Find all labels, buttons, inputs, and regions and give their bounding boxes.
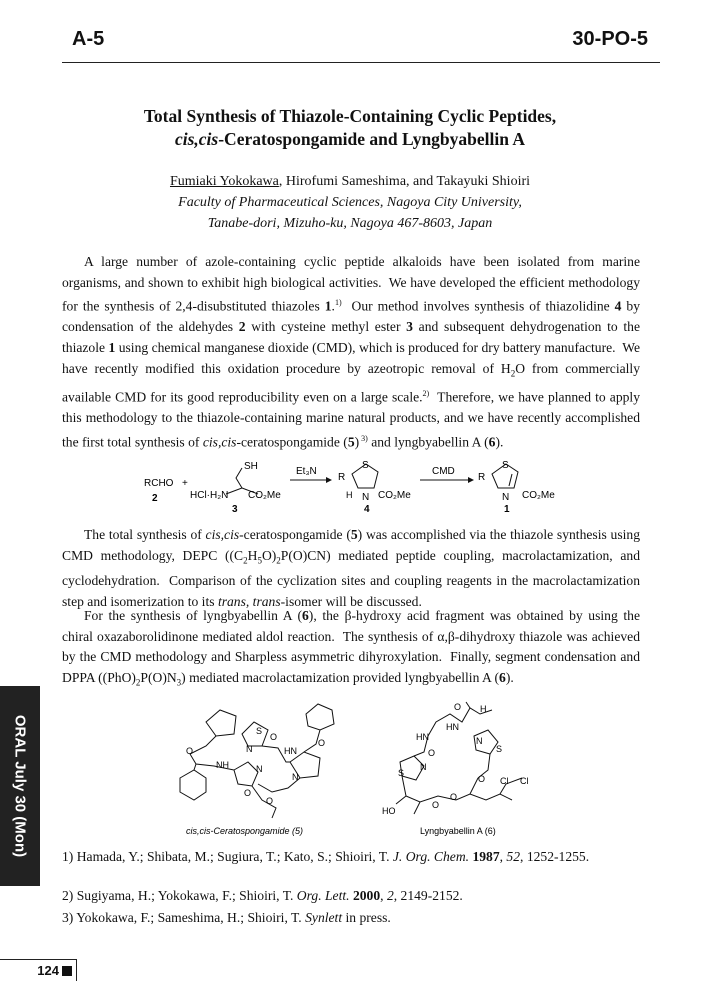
s-label-1: S <box>502 460 509 471</box>
hcl-amine-label: HCl·H₂N <box>190 490 229 501</box>
lyng-hn-label-1: HN <box>416 732 429 742</box>
lyng-h-label: H <box>480 704 487 714</box>
ceratospongamide-structure <box>180 704 334 818</box>
session-sidebar-label: ORAL July 30 (Mon) <box>11 714 29 858</box>
cera-oxygen-1: O <box>186 746 194 756</box>
arrow-1-head <box>326 477 332 483</box>
lyng-hn-label-2: HN <box>446 722 459 732</box>
lyngbyabellin-structure <box>396 702 522 814</box>
header-rule <box>62 62 660 63</box>
ester-label-3: CO₂Me <box>248 490 281 501</box>
black-square-icon <box>62 966 72 976</box>
paper-title-line2 <box>60 129 640 150</box>
paper-title-line1: Total Synthesis of Thiazole-Containing Cyclic Peptides, <box>143 106 557 126</box>
lyng-s-label-2: S <box>398 768 405 778</box>
n-label-4: N <box>362 492 370 503</box>
body-paragraph-3: For the synthesis of lyngbyabellin A (6), the β-hydroxy acid fragment was obtained by using the chiral oxazaborolidinone mediated aldol reaction. The synthesis of α,β-dihydroxy thiazole was achieved by the CMD methodology and Sharpless asymmetric dihyroxylation. Finally, segment condensation and DPPA $((PhO)_2P(O)N_3)$ mediated macrolactamization provided lyngbyabellin A (6). <box>62 608 640 688</box>
compound-2-label: 2 <box>152 493 158 504</box>
cera-n-label: N <box>246 744 253 754</box>
cmd-label: CMD <box>432 466 455 477</box>
cera-oxazoline-o: O <box>244 788 252 798</box>
lyng-n-label-1: N <box>476 736 483 746</box>
cera-caption: cis,cis-Ceratospongamide (5) <box>186 826 304 836</box>
lyng-oxygen-1: O <box>454 702 462 712</box>
r-label-4: R <box>338 472 346 483</box>
lyng-ho-label: HO <box>382 806 396 816</box>
lyng-cl-label-2: Cl <box>520 776 529 786</box>
reference-1: 1) Hamada, Y.; Shibata, M.; Sugiura, T.; Kato, S.; Shioiri, T. J. Org. Chem. 1987, 52, 1252-1255. <box>62 849 590 864</box>
cera-oxygen-2: O <box>270 732 278 742</box>
affiliation-line2: Tanabe-dori, Mizuho-ku, Nagoya 467-8603, Japan <box>207 216 493 231</box>
abstract-code: 30-PO-5 <box>572 28 648 50</box>
cera-n-label-2: N <box>292 772 299 782</box>
affiliation-line1: Faculty of Pharmaceutical Sciences, Nagoya City University, <box>178 195 522 210</box>
lyng-n-label-2: N <box>420 762 427 772</box>
cera-oxygen-3: O <box>318 738 326 748</box>
lyng-cl-label-1: Cl <box>500 776 509 786</box>
page-number: 124 <box>37 963 59 978</box>
body-paragraph-1: A large number of azole-containing cyclic peptide alkaloids have been isolated from marine organisms, and shown to exhibit high biological activities. We have developed the efficient methodology for the synthesis of 2,4-disubstituted thiazoles 1.$^{1)}$ Our method involves synthesis of thiazolidine 4 by condensation of the aldehydes 2 with cysteine methyl ester 3 and subsequent dehydrogenation to the thiazole 1 using chemical manganese dioxide (CMD), which is produced for dry battery manufacture. We have recently modified this oxidation procedure by azeotropic removal of $H_2O$ from commercially available CMD for its good reproducibility even on a large scale.$^{2)}$ Therefore, we have planned to apply this methodology to the thiazole-containing marine natural products, and we have recently accomplished the first total synthesis of cis,cis-ceratospongamide (5) $^{3)}$ and lyngbyabellin A (6). <box>62 254 640 450</box>
title-italic-part: cis,cis <box>174 129 219 149</box>
lyng-caption: Lyngbyabellin A (6) <box>420 826 496 836</box>
presenting-author: Fumiaki Yokokawa <box>169 174 279 189</box>
lyng-oxygen-2: O <box>428 748 436 758</box>
plus-sign: + <box>182 478 188 489</box>
et3n-label: Et₃N <box>296 466 317 477</box>
ester-label-1: CO₂Me <box>522 490 555 501</box>
body-paragraph-2: The total synthesis of cis,cis-ceratospongamide (5) was accomplished via the thiazole synthesis using CMD methodology, DEPC $((C_2H_5O)_2P(O)CN)$ mediated peptide coupling, macrolactamization, and cyclodehydration. Comparison of the cyclization sites and coupling reagents in the macrolactamization step and isomerization to its trans, trans-isomer will be discussed. <box>62 527 640 609</box>
natural-product-structures <box>0 700 704 836</box>
reference-3: 3) Yokokawa, F.; Sameshima, H.; Shioiri, T. Synlett in press. <box>62 910 391 925</box>
page-number-box <box>0 959 77 981</box>
h-label-4: H <box>346 490 353 500</box>
cera-s-label: S <box>256 726 263 736</box>
title-rest: -Ceratospongamide and Lyngbyabellin A <box>218 129 526 149</box>
author-list <box>60 174 640 190</box>
lyng-oxygen-5: O <box>450 792 458 802</box>
cysteine-bonds <box>226 468 242 494</box>
co-authors: , Hirofumi Sameshima, and Takayuki Shioiri <box>278 174 531 189</box>
session-label: A-5 <box>72 28 105 50</box>
r-label-1: R <box>478 472 486 483</box>
rcho-label: RCHO <box>144 478 174 489</box>
thiazole-double-bond <box>509 474 512 486</box>
cera-oxygen-4: O <box>266 796 274 806</box>
ester-label-4: CO₂Me <box>378 490 411 501</box>
thiazole-synthesis-scheme <box>0 456 704 516</box>
lyng-oxygen-3: O <box>478 774 486 784</box>
cera-oxazoline-n: N <box>256 764 263 774</box>
lyng-oxygen-4: O <box>432 800 440 810</box>
n-label-1: N <box>502 492 510 503</box>
compound-3-label: 3 <box>232 504 238 515</box>
compound-4-label: 4 <box>364 504 370 515</box>
sh-label: SH <box>244 461 258 472</box>
lyng-s-label-1: S <box>496 744 503 754</box>
arrow-2-head <box>468 477 474 483</box>
cera-nh-label: NH <box>216 760 229 770</box>
reference-2: 2) Sugiyama, H.; Yokokawa, F.; Shioiri, T. Org. Lett. 2000, 2, 2149-2152. <box>62 888 463 903</box>
cera-hn-label: HN <box>284 746 297 756</box>
compound-1-label: 1 <box>504 504 510 515</box>
s-label-4: S <box>362 460 369 471</box>
